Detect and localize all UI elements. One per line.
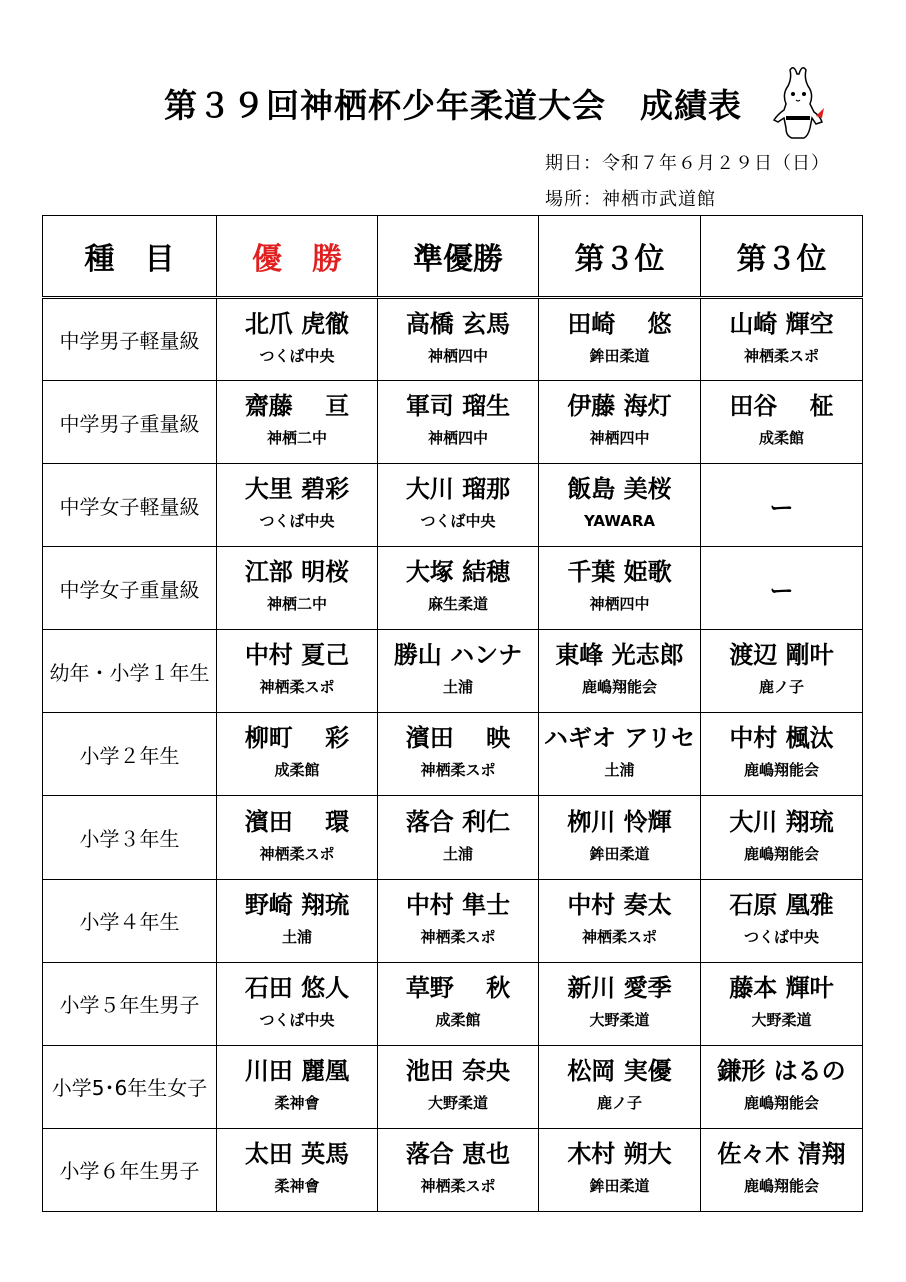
third-place-cell — [539, 547, 701, 630]
third-place-cell — [539, 796, 701, 879]
athlete-name: 大塚 結穂 — [405, 558, 511, 587]
runner-up-cell — [378, 1045, 539, 1128]
category-cell: 小学２年生 — [43, 713, 217, 796]
athlete-name: 木村 朔大 — [567, 1139, 672, 1168]
club-name: 神栖柔スポ — [581, 927, 657, 946]
club-name: 鹿嶋翔能会 — [743, 844, 819, 863]
club-name: 大野柔道 — [427, 1093, 488, 1112]
athlete-name: 伊藤 海灯 — [567, 392, 672, 421]
category-cell: 中学女子重量級 — [43, 547, 217, 630]
athlete-name: 石田 悠人 — [244, 973, 350, 1002]
athlete-name: 新川 愛季 — [567, 973, 672, 1002]
third-place-cell — [701, 547, 863, 630]
club-name: 柔神會 — [274, 1176, 320, 1195]
club-name: 神栖四中 — [589, 429, 650, 448]
athlete-name: 齋藤 亘 — [244, 392, 350, 421]
table-row — [43, 1128, 863, 1211]
header-category: 種 目 — [43, 216, 217, 298]
third-place-cell — [701, 630, 863, 713]
athlete-name: 栁川 怜輝 — [567, 807, 672, 836]
table-row — [43, 464, 863, 547]
category-cell: 幼年・小学１年生 — [43, 630, 217, 713]
athlete-name: 濱田 映 — [405, 724, 511, 753]
no-entry-dash: ー — [769, 576, 794, 605]
third-place-cell — [539, 464, 701, 547]
club-name: 成柔館 — [758, 429, 804, 448]
club-name: 神栖柔スポ — [259, 844, 335, 863]
club-name: 土浦 — [281, 927, 312, 946]
athlete-name: 柳町 彩 — [244, 724, 350, 753]
runner-up-cell — [378, 547, 539, 630]
athlete-name: 太田 英馬 — [244, 1139, 350, 1168]
athlete-name: 草野 秋 — [405, 973, 511, 1002]
athlete-name: 江部 明桜 — [244, 558, 350, 587]
header-row — [43, 216, 863, 298]
club-name: 神栖柔スポ — [259, 678, 335, 697]
athlete-name: 池田 奈央 — [405, 1056, 511, 1085]
athlete-name: 落合 利仁 — [405, 807, 511, 836]
athlete-name: 田谷 柾 — [729, 392, 834, 421]
no-entry-dash: ー — [769, 493, 794, 522]
athlete-name: 中村 隼士 — [405, 890, 511, 919]
runner-up-cell — [378, 381, 539, 464]
results-table — [42, 215, 863, 1212]
header-third-place: 第３位 — [539, 216, 701, 298]
table-row — [43, 962, 863, 1045]
header-runner-up: 準優勝 — [378, 216, 539, 298]
athlete-name: 軍司 瑠生 — [405, 392, 511, 421]
event-date: 期日：令和７年６月２９日（日） — [545, 153, 830, 174]
category-cell: 小学５年生男子 — [43, 962, 217, 1045]
table-row — [43, 1045, 863, 1128]
club-name: つくば中央 — [259, 346, 335, 365]
athlete-name: 中村 奏太 — [567, 890, 672, 919]
athlete-name: 大川 翔琉 — [729, 807, 834, 836]
winner-cell — [217, 298, 378, 381]
club-name: 柔神會 — [274, 1093, 320, 1112]
club-name: 鹿嶋翔能会 — [743, 1176, 819, 1195]
athlete-name: 大川 瑠那 — [405, 475, 511, 504]
athlete-name: ハギオ アリセ — [543, 724, 696, 753]
club-name: 鹿嶋翔能会 — [743, 1093, 819, 1112]
athlete-name: 中村 楓汰 — [729, 724, 834, 753]
winner-cell — [217, 796, 378, 879]
table-row — [43, 298, 863, 381]
third-place-cell — [539, 879, 701, 962]
club-name: 鉾田柔道 — [589, 346, 650, 365]
third-place-cell — [701, 464, 863, 547]
athlete-name: 中村 夏己 — [244, 641, 350, 670]
winner-cell — [217, 464, 378, 547]
category-cell: 中学男子重量級 — [43, 381, 217, 464]
club-name: 鉾田柔道 — [589, 1176, 650, 1195]
third-place-cell — [539, 962, 701, 1045]
page-title: 第３９回神栖杯少年柔道大会 成績表 — [164, 86, 742, 125]
club-name: 成柔館 — [435, 1010, 481, 1029]
club-name: 土浦 — [442, 678, 473, 697]
header-winner: 優 勝 — [217, 216, 378, 298]
event-venue: 場所：神栖市武道館 — [545, 189, 716, 210]
table-row — [43, 381, 863, 464]
athlete-name: 川田 麗凰 — [244, 1056, 350, 1085]
third-place-cell — [701, 796, 863, 879]
third-place-cell — [539, 298, 701, 381]
club-name: 鉾田柔道 — [589, 844, 650, 863]
winner-cell — [217, 630, 378, 713]
club-name: 神栖四中 — [589, 595, 650, 614]
athlete-name: 飯島 美桜 — [567, 475, 672, 504]
club-name: つくば中央 — [259, 1010, 335, 1029]
club-name: 大野柔道 — [751, 1010, 812, 1029]
club-name: 土浦 — [604, 761, 635, 780]
athlete-name: 佐々木 清翔 — [717, 1139, 846, 1168]
third-place-cell — [539, 630, 701, 713]
category-cell: 小学5･6年生女子 — [43, 1045, 217, 1128]
athlete-name: 田崎 悠 — [567, 309, 672, 338]
club-name: 鹿ノ子 — [758, 678, 804, 697]
winner-cell — [217, 1045, 378, 1128]
winner-cell — [217, 879, 378, 962]
category-cell: 小学６年生男子 — [43, 1128, 217, 1211]
judo-mascot-icon — [768, 64, 828, 144]
third-place-cell — [539, 381, 701, 464]
winner-cell — [217, 381, 378, 464]
athlete-name: 野崎 翔琉 — [244, 890, 350, 919]
table-row — [43, 879, 863, 962]
third-place-cell — [701, 1128, 863, 1211]
header-third-place: 第３位 — [701, 216, 863, 298]
third-place-cell — [539, 1128, 701, 1211]
club-name: 神栖柔スポ — [420, 927, 496, 946]
runner-up-cell — [378, 298, 539, 381]
club-name: つくば中央 — [420, 512, 496, 531]
third-place-cell — [701, 381, 863, 464]
category-cell: 小学３年生 — [43, 796, 217, 879]
club-name: 鹿嶋翔能会 — [581, 678, 657, 697]
club-name: 神栖柔スポ — [420, 761, 496, 780]
athlete-name: 高橋 玄馬 — [405, 309, 511, 338]
athlete-name: 東峰 光志郎 — [555, 641, 684, 670]
club-name: 鹿ノ子 — [596, 1093, 642, 1112]
runner-up-cell — [378, 713, 539, 796]
club-name: 大野柔道 — [589, 1010, 650, 1029]
category-cell: 中学男子軽量級 — [43, 298, 217, 381]
club-name: 鹿嶋翔能会 — [743, 761, 819, 780]
club-name: 神栖四中 — [427, 346, 488, 365]
table-row — [43, 630, 863, 713]
runner-up-cell — [378, 962, 539, 1045]
athlete-name: 大里 碧彩 — [244, 475, 350, 504]
winner-cell — [217, 713, 378, 796]
athlete-name: 鎌形 はるの — [717, 1056, 846, 1085]
table-row — [43, 713, 863, 796]
athlete-name: 北爪 虎徹 — [244, 309, 350, 338]
athlete-name: 藤本 輝叶 — [729, 973, 834, 1002]
club-name: 神栖柔スポ — [420, 1176, 496, 1195]
third-place-cell — [539, 713, 701, 796]
athlete-name: 石原 凰雅 — [729, 890, 834, 919]
runner-up-cell — [378, 879, 539, 962]
runner-up-cell — [378, 1128, 539, 1211]
club-name: 麻生柔道 — [427, 595, 488, 614]
table-row — [43, 547, 863, 630]
club-name: 神栖四中 — [427, 429, 488, 448]
winner-cell — [217, 547, 378, 630]
club-name: 神栖二中 — [266, 429, 327, 448]
club-name: 成柔館 — [274, 761, 320, 780]
athlete-name: 渡辺 剛叶 — [729, 641, 834, 670]
runner-up-cell — [378, 796, 539, 879]
third-place-cell — [701, 713, 863, 796]
third-place-cell — [701, 962, 863, 1045]
third-place-cell — [701, 298, 863, 381]
club-name: 土浦 — [442, 844, 473, 863]
athlete-name: 松岡 実優 — [567, 1056, 672, 1085]
table-row — [43, 796, 863, 879]
club-name: 神栖二中 — [266, 595, 327, 614]
athlete-name: 山崎 輝空 — [729, 309, 834, 338]
winner-cell — [217, 1128, 378, 1211]
athlete-name: 落合 恵也 — [405, 1139, 511, 1168]
runner-up-cell — [378, 630, 539, 713]
club-name: つくば中央 — [743, 927, 819, 946]
athlete-name: 勝山 ハンナ — [393, 641, 523, 670]
club-name: 神栖柔スポ — [743, 346, 819, 365]
third-place-cell — [701, 1045, 863, 1128]
category-cell: 中学女子軽量級 — [43, 464, 217, 547]
winner-cell — [217, 962, 378, 1045]
third-place-cell — [701, 879, 863, 962]
category-cell: 小学４年生 — [43, 879, 217, 962]
club-name: つくば中央 — [259, 512, 335, 531]
club-name: YAWARA — [583, 512, 655, 531]
third-place-cell — [539, 1045, 701, 1128]
athlete-name: 千葉 姫歌 — [567, 558, 672, 587]
athlete-name: 濱田 環 — [244, 807, 350, 836]
runner-up-cell — [378, 464, 539, 547]
